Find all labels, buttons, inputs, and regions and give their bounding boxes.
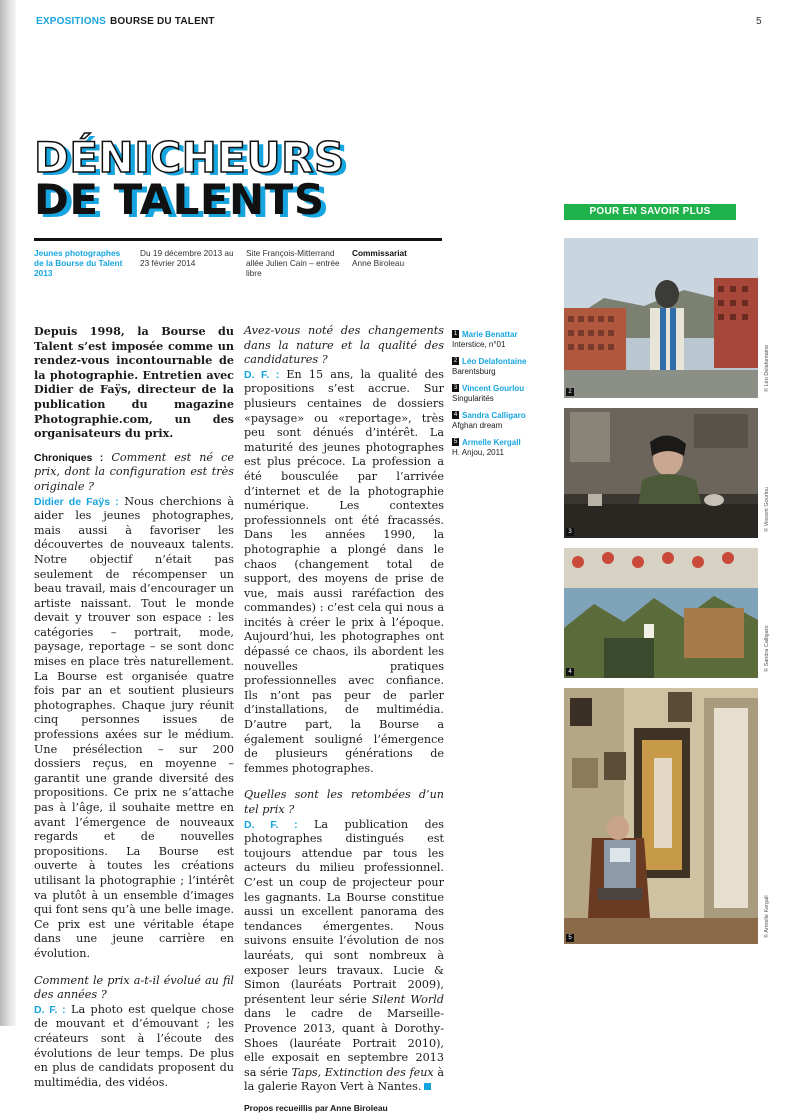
curator-name: Anne Biroleau bbox=[352, 258, 405, 268]
info-curator bbox=[352, 248, 442, 268]
interview-q3: Avez-vous noté des changements dans la nature et la qualité des candidatures ? D. F. : En 15 ans, la qualité des propositions s’est accrue. Sur plusieurs centaines de dossiers «paysage» ou «reportage», très peu sont dénués d’intérêt. La maturité des jeunes photographes est plus précoce. La profession a été bousculée par l’arrivée d’internet et de la photographie numérique. Les contextes professionnels ont été fracassés. Dans les années 1990, la photographie a plongé dans le chaos (changement total de support, des moyens de prise de vue, mais aussi raréfaction des commandes) : c’est cela qui nous a incités à créer le prix à l’époque. Aujourd’hui, les photographes ont dépassé ce chaos, ils abordent les nouvelles pratiques professionnelles avec confiance. Ils n’ont pas peur de parler d’installations, de multimédia. D’autre part, la Bourse a également souligné l’émergence de plusieurs générations de femmes photographes. bbox=[244, 324, 444, 775]
article-column-2 bbox=[244, 324, 444, 1115]
section-label: EXPOSITIONS bbox=[36, 16, 106, 27]
interview-q2: Comment le prix a-t-il évolué au fil des années ? D. F. : La photo est quelque chose de mouvant et d’émouvant ; les créateurs sont à l’écoute des évolutions de leur temps. De plus en plus de candidats proposent du multimédia, des vidéos. bbox=[34, 973, 234, 1089]
photo-credit: © Sandra Calligaro bbox=[764, 625, 770, 672]
article-credit: Propos recueillis par Anne Biroleau bbox=[244, 1102, 388, 1113]
page-gutter-shadow bbox=[0, 0, 16, 1026]
title-rule bbox=[34, 238, 442, 241]
photo-number: 5 bbox=[566, 934, 574, 942]
article-column-1 bbox=[34, 324, 234, 1102]
article-lead: Depuis 1998, la Bourse du Talent s’est imposée comme un rendez-vous incontournable de la photographie. Entretien avec Didier de Faÿs, directeur de la publication du magazine Photographie.com, un des organisateurs du prix. bbox=[34, 324, 234, 441]
article-title bbox=[34, 133, 345, 224]
speaker-chroniques: Chroniques : bbox=[34, 451, 104, 464]
answer-1: Nous cherchions à aider les jeunes photographes, mais aussi à favoriser les découvertes de nouveaux talents. Notre objectif n’était pas seulement de récompenser un beau travail, mais d’encourager un artiste naissant. Tout le monde devait y trouver son espace : les catégories – portrait, mode, paysage, reportage – se sont donc mises en place très naturellement. La Bourse est organisée quatre fois par an et soutient plusieurs photographes. Chaque jury réunit cinq personnes issues de professions axées sur le médium. Une présélection – sur 200 dossiers reçus, en moyenne – garantit une grande diversité des propositions. Ce prix ne s’attache pas à l’âge, il souhaite mettre en avant l’émergence de nouveaux regards et de nouvelles propositions. La Bourse est ouverte à toutes les créations utilisant la photographie ; l’intérêt va plutôt à un ensemble d’images qui font sens qu’à une belle image. Ce prix est une véritable étape dans une jeune carrière en évolution. bbox=[34, 494, 234, 960]
photo-afghan-dream bbox=[564, 548, 758, 678]
info-dates: Du 19 décembre 2013 au 23 février 2014 bbox=[140, 248, 234, 268]
photo-captions bbox=[452, 330, 562, 465]
caption-item: 4 Sandra Calligaro Afghan dream bbox=[452, 411, 526, 430]
photo-number: 3 bbox=[566, 528, 574, 536]
caption-item: 5 Armelle Kergall H. Anjou, 2011 bbox=[452, 438, 521, 457]
answer-2: La photo est quelque chose de mouvant et d’émouvant ; les créateurs sont à l’écoute des évolutions de leur temps. De plus en plus de candidats proposent du multimédia, des vidéos. bbox=[34, 1002, 234, 1089]
caption-item: 1 Marie Benattar Interstice, n°01 bbox=[452, 330, 518, 349]
end-mark bbox=[424, 1083, 431, 1090]
curator-label: Commissariat bbox=[352, 248, 407, 258]
photo-h-anjou bbox=[564, 688, 758, 944]
info-venue: Site François-Mitterrand allée Julien Cain – entrée libre bbox=[246, 248, 340, 278]
photo-barentsburg bbox=[564, 238, 758, 398]
series-title-taps: Taps, Extinction des feux bbox=[291, 1065, 434, 1079]
running-header bbox=[36, 16, 215, 27]
info-event: Jeunes photographes de la Bourse du Talent 2013 bbox=[34, 248, 123, 278]
series-title-silent-world: Silent World bbox=[372, 992, 444, 1006]
title-line-1: DÉNICHEURS bbox=[34, 133, 345, 182]
photo-singularites bbox=[564, 408, 758, 538]
subsection-label: BOURSE DU TALENT bbox=[110, 16, 215, 27]
photo-credit: © Léo Delafontaine bbox=[764, 344, 770, 392]
interview-q1: Chroniques : Comment est né ce prix, dont la configuration est très originale ? Didier de Faÿs : Nous cherchions à aider les jeunes photographes, mais aussi à favoriser les découvertes de nouveaux talents. Notre objectif n’était pas seulement de récompenser un beau travail, mais d’encourager un artiste naissant. Tout le monde devait y trouver son espace : les catégories – portrait, mode, paysage, reportage – se sont donc mises en place très naturellement. La Bourse est organisée quatre fois par an et soutient plusieurs photographes. Chaque jury réunit cinq personnes issues de professions axées sur le médium. Une présélection – sur 200 dossiers reçus, en moyenne – garantit une grande diversité des propositions. Ce prix ne s’attache pas à l’âge, il souhaite mettre en avant l’émergence de nouveaux regards et de nouvelles propositions. La Bourse est ouverte à toutes les créations utilisant la photographie ; l’intérêt va plutôt à un ensemble d’images qui font sens qu’à une belle image. Ce prix est une véritable étape dans une jeune carrière en évolution. bbox=[34, 450, 234, 960]
interview-q4: Quelles sont les retombées d’un tel prix ? D. F. : La publication des photographes distingués est toujours attendue par tous les acteurs du milieu professionnel. C’est un coup de projecteur pour les gagnants. La Bourse constitue aussi un excellent panorama des tendances émergentes. Nous suivons ensuite l’évolution de nos lauréats, qui sont nombreux à exposer leurs travaux. Lucie & Simon (lauréats Portrait 2009), présentent leur série Silent World dans le cadre de Marseille-Provence 2013, quant à Dorothy-Shoes (lauréate Portrait 2010), elle exposait en septembre 2013 sa série Taps, Extinction des feux à la galerie Rayon Vert à Nantes. bbox=[244, 788, 444, 1094]
answer-3: En 15 ans, la qualité des propositions s’est accrue. Sur plusieurs centaines de dossiers «paysage» ou «reportage», très peu sont dénués d’intérêt. La maturité des jeunes photographes est plus précoce. La profession a été bousculée par l’arrivée d’internet et de la photographie numérique. Les contextes professionnels ont été fracassés. Dans les années 1990, la photographie a plongé dans le chaos (changement total de support, des moyens de prise de vue, mais aussi raréfaction des commandes) : c’est cela qui nous a incités à créer le prix à l’époque. Aujourd’hui, les photographes ont dépassé ce chaos, ils abordent les nouvelles pratiques professionnelles avec confiance. Ils n’ont pas peur de parler d’installations, de multimédia. D’autre part, la Bourse a également souligné l’émergence de plusieurs générations de femmes photographes. bbox=[244, 367, 444, 775]
photo-credit: © Armelle Kergall bbox=[764, 895, 770, 938]
photo-number: 2 bbox=[566, 388, 574, 396]
more-info-badge: POUR EN SAVOIR PLUS bbox=[564, 204, 736, 220]
photo-number: 4 bbox=[566, 668, 574, 676]
speaker-didier: Didier de Faÿs : bbox=[34, 495, 119, 508]
photo-credit: © Vincent Gourlou bbox=[764, 487, 770, 532]
caption-item: 2 Léo Delafontaine Barentsburg bbox=[452, 357, 527, 376]
caption-item: 3 Vincent Gourlou Singularités bbox=[452, 384, 525, 403]
title-line-2: DE TALENTS bbox=[34, 175, 325, 224]
page-number: 5 bbox=[756, 16, 762, 27]
